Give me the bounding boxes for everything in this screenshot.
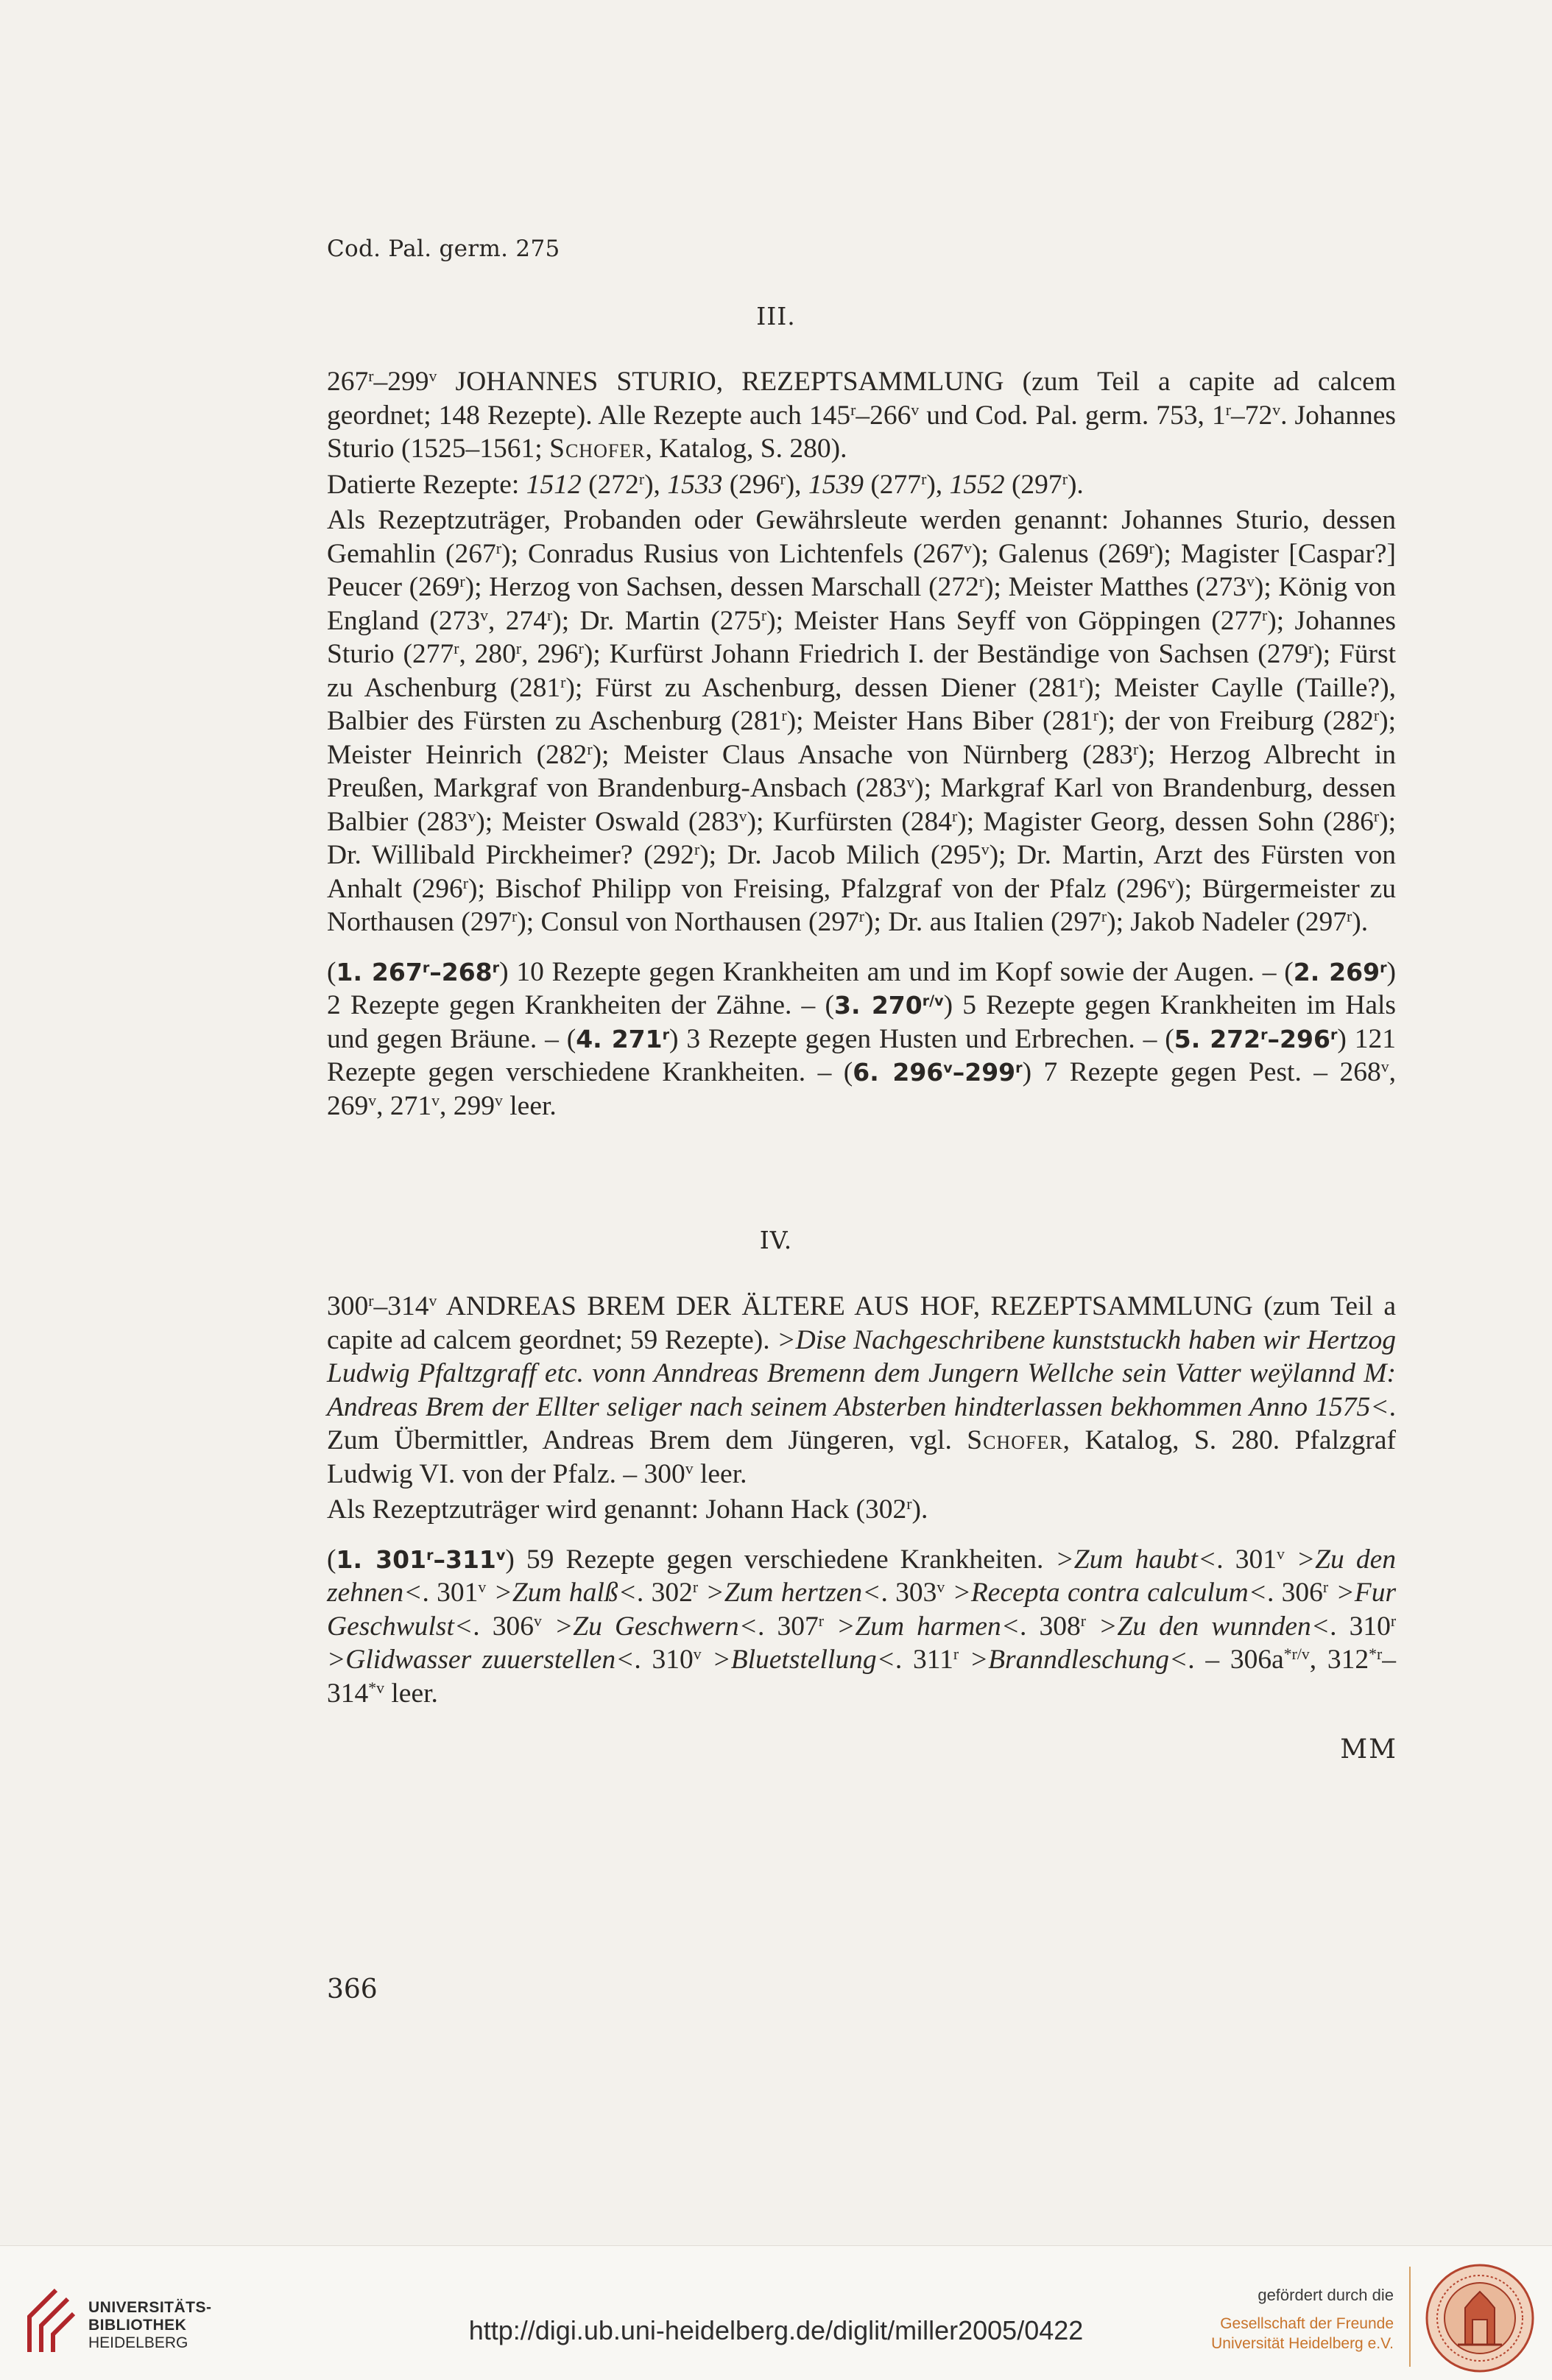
author-initials: MM: [1340, 1734, 1397, 1765]
page-number: 366: [327, 1974, 378, 2005]
section-iv-heading-paragraph: 300$^r$–314$^v$ ANDREAS BREM DER ÄLTERE AUS HOF, REZEPTSAMMLUNG (zum Teil a capite ad calcem geordnet; 59 Rezepte). >Dise Nachgeschribene kunststuckh haben wir Hertzog Ludwig Pfaltzgraff etc. vonn Anndreas Bremenn dem Jungern Wellche sein Vatter weÿlannd M: Andreas Brem der Ellter seliger nach seinem Absterben hindterlassen bekhommen Anno 1575<. Zum Übermittler, Andreas Brem dem Jüngeren, vgl. Schofer, Katalog, S. 280. Pfalzgraf Ludwig VI. von der Pfalz. – 300$^v$ leer.: [327, 1291, 1397, 1489]
funder-credit: [1211, 2286, 1394, 2353]
contributors-paragraph: Als Rezeptzuträger, Probanden oder Gewährsleute werden genannt: Johannes Sturio, dessen Gemahlin (267$^r$); Conradus Rusius von Lichtenfels (267$^v$); Galenus (269$^r$); Magister [Caspar?] Peucer (269$^r$); Herzog von Sachsen, dessen Marschall (272$^r$); Meister Matthes (273$^v$); König von England (273$^v$, 274$^r$); Dr. Martin (275$^r$); Meister Hans Seyff von Göppingen (277$^r$); Johannes Sturio (277$^r$, 280$^r$, 296$^r$); Kurfürst Johann Friedrich I. der Beständige von Sachsen (279$^r$); Fürst zu Aschenburg (281$^r$); Fürst zu Aschenburg, dessen Diener (281$^r$); Meister Caylle (Taille?), Balbier des Fürsten zu Aschenburg (281$^r$); Meister Hans Biber (281$^r$); der von Freiburg (282$^r$); Meister Heinrich (282$^r$); Meister Claus Ansache von Nürnberg (283$^r$); Herzog Albrecht in Preußen, Markgraf von Brandenburg-Ansbach (283$^v$); Markgraf Karl von Brandenburg, dessen Balbier (283$^v$); Meister Oswald (283$^v$); Kurfürsten (284$^r$); Magister Georg, dessen Sohn (286$^r$); Dr. Willibald Pirckheimer? (292$^r$); Dr. Jacob Milich (295$^v$); Dr. Martin, Arzt des Fürsten von Anhalt (296$^r$); Bischof Philipp von Freising, Pfalzgraf von der Pfalz (296$^v$); Bürgermeister zu Northausen (297$^r$); Consul von Northausen (297$^r$); Dr. aus Italien (297$^r$); Jakob Nadeler (297$^r$).: [327, 505, 1397, 937]
section-number-iv: IV.: [759, 1226, 793, 1254]
funded-by-label: gefördert durch die: [1258, 2286, 1394, 2304]
funder-name-line1: Gesellschaft der Freunde: [1220, 2315, 1394, 2332]
library-name-line3: HEIDELBERG: [88, 2334, 188, 2351]
running-head: Cod. Pal. germ. 275: [327, 236, 560, 262]
university-seal-icon[interactable]: [1424, 2262, 1536, 2374]
funder-name-line2: Universität Heidelberg e.V.: [1211, 2335, 1394, 2352]
section-iii-heading-paragraph: 267$^r$–299$^v$ JOHANNES STURIO, REZEPTSAMMLUNG (zum Teil a capite ad calcem geordnet; 148 Rezepte). Alle Rezepte auch 145$^r$–266$^v$ und Cod. Pal. germ. 753, 1$^r$–72$^v$. Johannes Sturio (1525–1561; Schofer, Katalog, S. 280).: [327, 367, 1397, 464]
contents-paragraph: (1. 267$^r$–268$^r$) 10 Rezepte gegen Krankheiten am und im Kopf sowie der Augen. – (2. 269$^r$) 2 Rezepte gegen Krankheiten der Zähne. – (3. $270^{r/v}$) 5 Rezepte gegen Krankheiten im Hals und gegen Bräune. – (4. 271$^r$) 3 Rezepte gegen Husten und Erbrechen. – (5. 272$^r$–296$^r$) 121 Rezepte gegen verschiedene Krankheiten. – (6. 296$^v$–299$^r$) 7 Rezepte gegen Pest. – 268$^v$, 269$^v$, 271$^v$, 299$^v$ leer.: [327, 956, 1397, 1121]
footer-bar: [0, 2245, 1552, 2380]
section-iii-body: [327, 365, 1396, 1123]
section-iv-body: [327, 1290, 1396, 1710]
contributor-paragraph: Als Rezeptzuträger wird genannt: Johann Hack (302$^r$).: [327, 1494, 928, 1525]
footer-divider: [1409, 2267, 1411, 2367]
section-iv-contents-paragraph: (1. 301$^r$–311$^v$) 59 Rezepte gegen verschiedene Krankheiten. >Zum haubt<. 301$^v$ >Zu den zehnen<. 301$^v$ >Zum halß<. 302$^r$ >Zum hertzen<. 303$^v$ >Recepta contra calculum<. 306$^r$ >Fur Geschwulst<. 306$^v$ >Zu Geschwern<. 307$^r$ >Zum harmen<. 308$^r$ >Zu den wunnden<. $310^r$ >Glidwasser zuuerstellen<. 310$^v$ >Bluetstellung<. 311$^r$ >Branndleschung<. – $306a^{*r/v}$, 312$^{*r}$–314$^{*v}$ leer.: [327, 1544, 1397, 1709]
section-number-iii: III.: [756, 302, 796, 331]
library-name-line2: BIBLIOTHEK: [88, 2317, 187, 2334]
permalink-url[interactable]: http://digi.ub.uni-heidelberg.de/diglit/miller2005/0422: [468, 2315, 1084, 2345]
library-name-line1: UNIVERSITÄTS-: [88, 2299, 212, 2316]
dated-recipes-paragraph: Datierte Rezepte: 1512 (272$^r$), 1533 (296$^r$), 1539 (277$^r$), 1552 (297$^r$).: [327, 469, 1084, 500]
